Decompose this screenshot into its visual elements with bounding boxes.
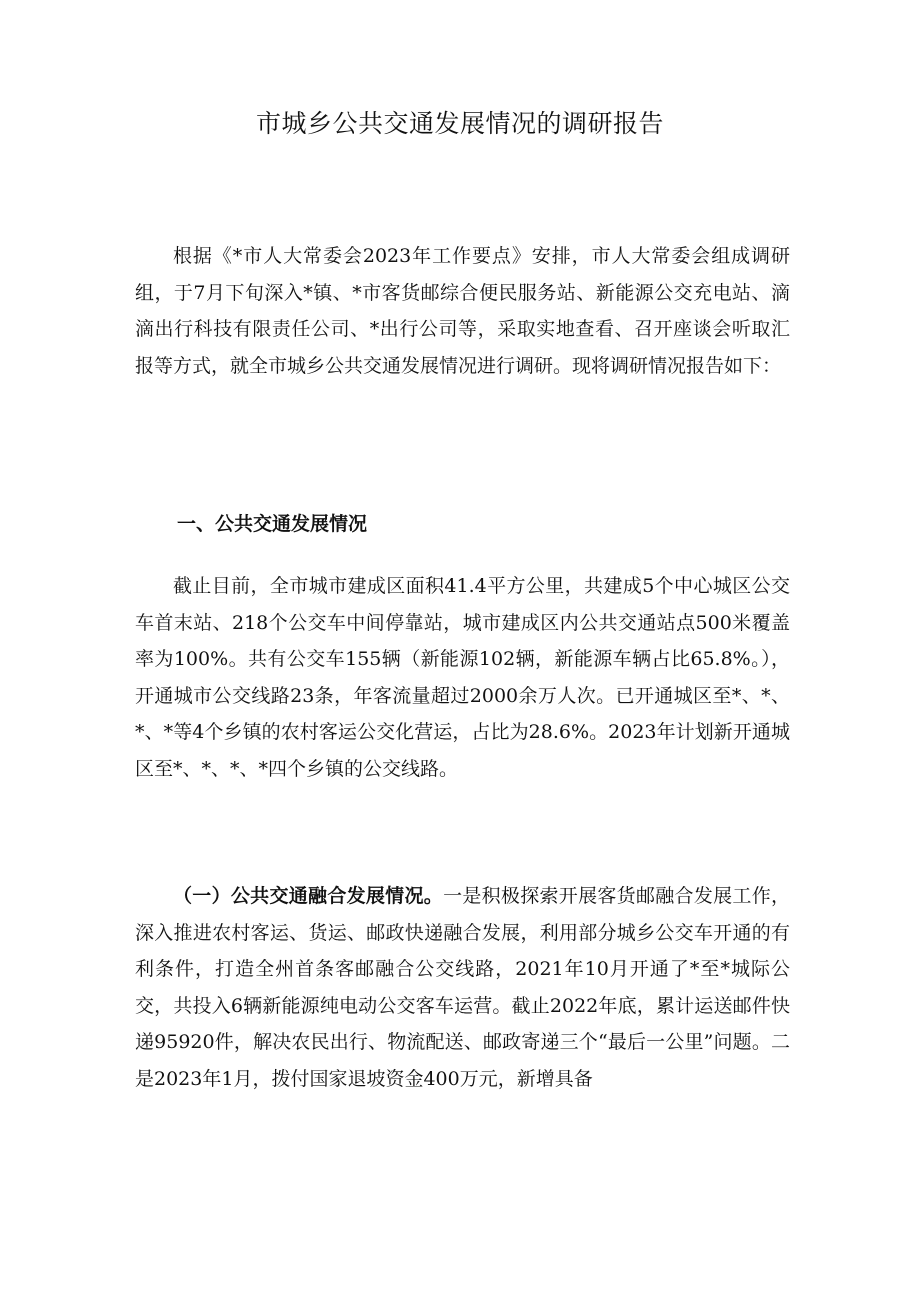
subsection-body: 一是积极探索开展客货邮融合发展工作，深入推进农村客运、货运、邮政快递融合发展，利用部分城乡公交车开通的有利条件，打造全州首条客邮融合公交线路，2021年10月开通了*至*城际公交，共投入6辆新能源纯电动公交客车运营。截止2022年底，累计运送邮件快递95920件，解决农民出行、物流配送、邮政寄递三个“最后一公里”问题。二是2023年1月，拨付国家退坡资金400万元，新增具备 bbox=[135, 885, 790, 1090]
subsection-paragraph bbox=[135, 878, 790, 1098]
intro-paragraph: 根据《*市人大常委会2023年工作要点》安排，市人大常委会组成调研组，于7月下旬深入*镇、*市客货邮综合便民服务站、新能源公交充电站、滴滴出行科技有限责任公司、*出行公司等，采取实地查看、召开座谈会听取汇报等方式，就全市城乡公共交通发展情况进行调研。现将调研情况报告如下： bbox=[135, 245, 790, 377]
section-paragraph: 截止目前，全市城市建成区面积41.4平方公里，共建成5个中心城区公交车首末站、218个公交车中间停靠站，城市建成区内公共交通站点500米覆盖率为100%。共有公交车155辆（新能源102辆，新能源车辆占比65.8%。），开通城市公交线路23条，年客流量超过2000余万人次。已开通城区至*、*、*、*等4个乡镇的农村客运公交化营运，占比为28.6%。2023年计划新开通城区至*、*、*、*四个乡镇的公交线路。 bbox=[135, 575, 790, 780]
document-title: 市城乡公共交通发展情况的调研报告 bbox=[255, 109, 664, 138]
section-heading: 一、公共交通发展情况 bbox=[177, 513, 368, 535]
subsection-lead: （一）公共交通融合发展情况。 bbox=[173, 885, 444, 907]
